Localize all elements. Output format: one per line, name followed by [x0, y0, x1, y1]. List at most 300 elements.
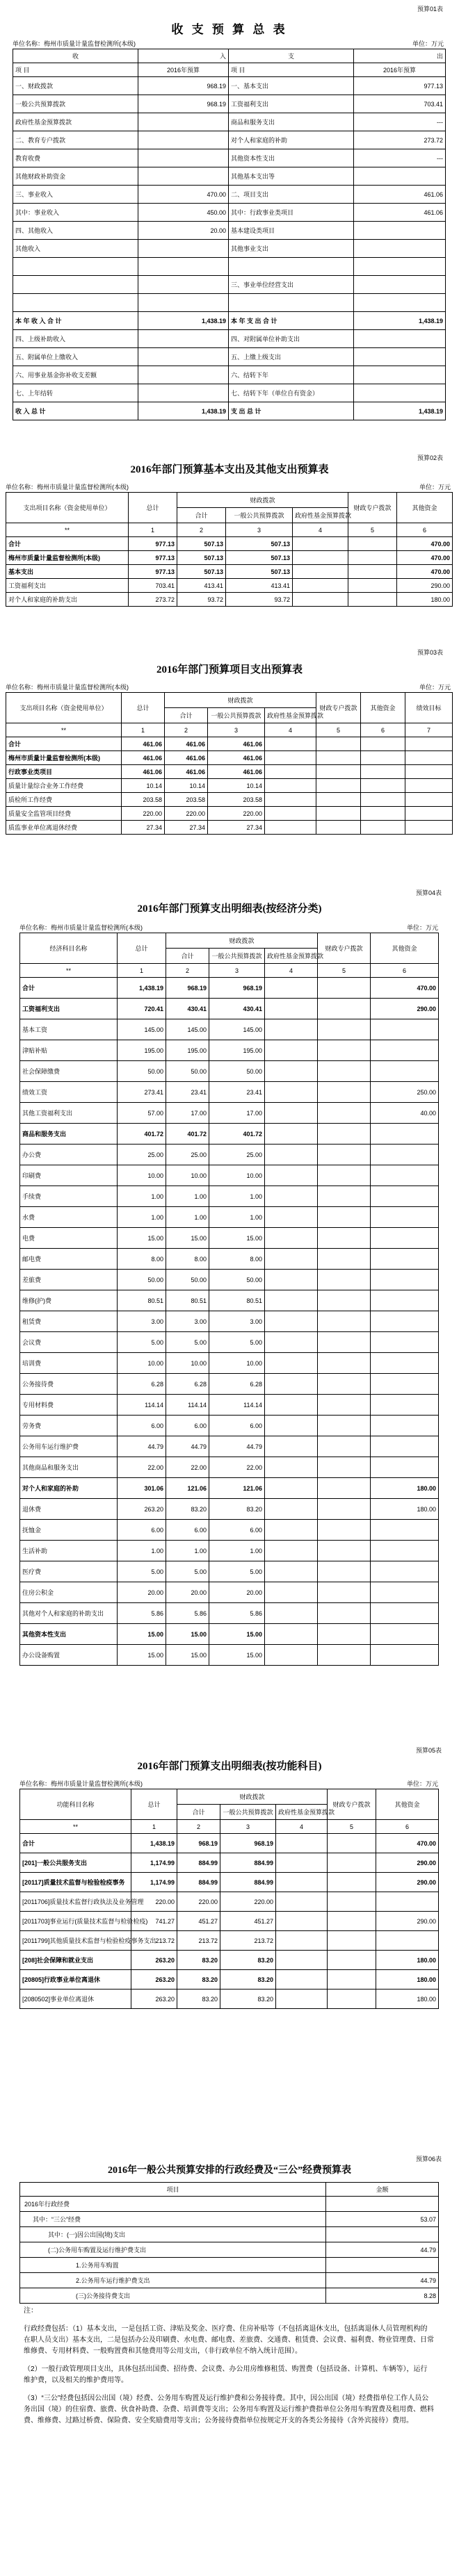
- table-cell: 220.00: [165, 807, 208, 821]
- table-cell: 461.06: [165, 737, 208, 751]
- table-cell: 977.13: [354, 77, 446, 95]
- page-title: 2016年一般公共预算安排的行政经费及“三公”经费预算表: [108, 2165, 351, 2176]
- table-cell: 专用材料费: [20, 1395, 118, 1416]
- table-cell: 145.00: [209, 1019, 265, 1040]
- table-cell: [405, 807, 453, 821]
- table-row: [13, 95, 446, 113]
- table-cell: 培训费: [20, 1353, 118, 1374]
- table-cell: 220.00: [208, 807, 265, 821]
- table-cell: [328, 1951, 376, 1970]
- table-cell: [318, 1082, 371, 1103]
- table-cell: 公务接待费: [20, 1374, 118, 1395]
- table-cell: [354, 384, 446, 402]
- table-cell: 195.00: [166, 1040, 209, 1061]
- table-cell: [265, 1353, 318, 1374]
- table-cell: 合计: [6, 537, 129, 551]
- table-cell: [318, 1499, 371, 1520]
- table-cell: [138, 276, 229, 294]
- table-cell: 15.00: [118, 1645, 166, 1666]
- table-cell: [326, 2227, 439, 2242]
- table-cell: [265, 1478, 318, 1499]
- page-title: 2016年部门预算支出明细表(按功能科目): [137, 1761, 322, 1772]
- header-cell: 总计: [131, 1789, 177, 1820]
- header-row: [20, 1789, 439, 1805]
- table-row: [20, 1019, 439, 1040]
- table-cell: 5.86: [166, 1603, 209, 1624]
- table-cell: 180.00: [371, 1499, 439, 1520]
- table-cell: [328, 1931, 376, 1951]
- table-cell: [265, 1436, 318, 1457]
- header-cell: 财政专户拨款: [318, 933, 371, 964]
- table-cell: 公务用车运行维护费: [20, 1436, 118, 1457]
- table-cell: [318, 1332, 371, 1353]
- table-cell: [276, 1990, 328, 2009]
- table-row: [13, 402, 446, 420]
- table-cell: 2016年行政经费: [20, 2197, 326, 2212]
- table-cell: 商品和服务支出: [229, 113, 354, 131]
- table-cell: [328, 1892, 376, 1912]
- table-cell: 1.00: [209, 1541, 265, 1561]
- table-cell: [376, 1931, 439, 1951]
- table-row: [20, 2258, 439, 2273]
- table-row: [20, 1270, 439, 1290]
- number-row: [6, 723, 453, 737]
- table-cell: [318, 1311, 371, 1332]
- table-cell: 50.00: [209, 1061, 265, 1082]
- table-cell: [318, 1270, 371, 1290]
- table-row: [13, 258, 446, 276]
- table-cell: 其中：行政事业类项目: [229, 204, 354, 222]
- table-cell: [265, 1165, 318, 1186]
- notes-item-3: （3）“三公”经费包括因公出国（境）经费、公务用车购置及运行维护费和公务接待费。其中，因公出国（境）经费指单位工作人员公务出国（境）的住宿费、旅费、伙食补助费、杂费、培训费等支出；公务用车购置及运行维护费指单位公务用车购置费及租用费、燃料费、维修费、过路过桥费、保险费、安全奖励费用等支出；公务接待费指单位按规定开支的各类公务接待（含外宾接待）费用。: [24, 2395, 434, 2425]
- table-cell: 80.51: [209, 1290, 265, 1311]
- table-cell: 其中：“三公”经费: [20, 2212, 326, 2227]
- header-cell: 总计: [122, 693, 165, 723]
- table-cell: 80.51: [118, 1290, 166, 1311]
- table-cell: [2011706]质量技术监督行政执法及业务管理: [20, 1892, 131, 1912]
- table-cell: 461.06: [165, 751, 208, 765]
- table-cell: [265, 1582, 318, 1603]
- table-cell: [265, 1499, 318, 1520]
- table-cell: [138, 240, 229, 258]
- unit-name: 单位名称：梅州市质量计量监督检测所(本级): [13, 40, 136, 47]
- table-cell: ---: [354, 113, 446, 131]
- table-cell: 质检所工作经费: [6, 793, 122, 807]
- table-row: [20, 1912, 439, 1931]
- table-cell: [371, 1582, 439, 1603]
- table-row: [6, 537, 453, 551]
- table-cell: 5.86: [209, 1603, 265, 1624]
- header-cell: 其他资金: [397, 493, 453, 523]
- table-row: [20, 1990, 439, 2009]
- table-cell: 450.00: [138, 204, 229, 222]
- table-cell: [2011799]其他质量技术监督与检验检疫事务支出: [20, 1931, 131, 1951]
- table-row: [20, 1892, 439, 1912]
- table-cell: 6.28: [118, 1374, 166, 1395]
- table-cell: 884.99: [177, 1853, 220, 1873]
- header-row: [13, 49, 446, 63]
- table-cell: 290.00: [371, 999, 439, 1019]
- table-cell: [371, 1395, 439, 1416]
- table-row: [20, 1951, 439, 1970]
- table-cell: 703.41: [129, 579, 177, 593]
- table-row: [20, 1103, 439, 1124]
- table-cell: [316, 751, 361, 765]
- table-row: [20, 1520, 439, 1541]
- table-cell: [20117]质量技术监督与检验检疫事务: [20, 1873, 131, 1892]
- column-number: 4: [265, 723, 316, 737]
- column-number: **: [20, 1820, 131, 1834]
- table-cell: [265, 1207, 318, 1228]
- table-cell: 对个人和家庭的补助: [229, 131, 354, 149]
- table-cell: 对个人和家庭的补助: [20, 1478, 118, 1499]
- table-cell: 其他财政补助资金: [13, 167, 138, 186]
- table-row: [20, 1165, 439, 1186]
- table-cell: [318, 1290, 371, 1311]
- table-cell: 263.20: [131, 1951, 177, 1970]
- column-number: 6: [376, 1820, 439, 1834]
- table-cell: 968.19: [177, 1834, 220, 1853]
- header-cell: 项目: [20, 2183, 326, 2197]
- table-cell: 968.19: [220, 1834, 276, 1853]
- unit-label: 单位：万元: [419, 684, 451, 691]
- table-cell: 5.86: [118, 1603, 166, 1624]
- table-cell: 商品和服务支出: [20, 1124, 118, 1145]
- table-cell: [328, 1990, 376, 2009]
- table-cell: 461.06: [354, 204, 446, 222]
- table-cell: 27.34: [122, 821, 165, 835]
- table-row: [13, 186, 446, 204]
- table-row: [13, 384, 446, 402]
- table-cell: [265, 1416, 318, 1436]
- table-cell: 5.00: [209, 1332, 265, 1353]
- table-cell: [354, 258, 446, 276]
- table-row: [20, 1853, 439, 1873]
- table-cell: 884.99: [220, 1873, 276, 1892]
- page-title: 2016年部门预算支出明细表(按经济分类): [137, 903, 322, 914]
- table-row: [20, 1186, 439, 1207]
- table-row: [13, 204, 446, 222]
- table-cell: 基本建设类项目: [229, 222, 354, 240]
- table-cell: 23.41: [209, 1082, 265, 1103]
- table-cell: [318, 1561, 371, 1582]
- table-cell: [138, 131, 229, 149]
- table-cell: 17.00: [209, 1103, 265, 1124]
- table-cell: 968.19: [138, 77, 229, 95]
- table-cell: 220.00: [177, 1892, 220, 1912]
- table-cell: [316, 779, 361, 793]
- table-cell: 1,438.19: [138, 312, 229, 330]
- table-cell: 印刷费: [20, 1165, 118, 1186]
- table-cell: 213.72: [177, 1931, 220, 1951]
- table-cell: [318, 1436, 371, 1457]
- table-cell: [265, 1124, 318, 1145]
- table-cell: [361, 807, 405, 821]
- table-cell: 507.13: [177, 565, 226, 579]
- header-cell: 绩效目标: [405, 693, 453, 723]
- table-cell: [318, 1457, 371, 1478]
- table-row: [20, 999, 439, 1019]
- table-cell: 22.00: [166, 1457, 209, 1478]
- number-row: [20, 964, 439, 978]
- table-row: [20, 978, 439, 999]
- table-row: [6, 807, 453, 821]
- table-cell: 6.00: [118, 1416, 166, 1436]
- table-cell: [326, 2258, 439, 2273]
- table-cell: 1,438.19: [354, 312, 446, 330]
- table-cell: [276, 1892, 328, 1912]
- table-cell: [328, 1970, 376, 1990]
- table-cell: 20.00: [138, 222, 229, 240]
- header-cell: 合计: [166, 949, 209, 964]
- table-cell: 会议费: [20, 1332, 118, 1353]
- table-cell: 25.00: [209, 1145, 265, 1165]
- table-cell: 维修(护)费: [20, 1290, 118, 1311]
- table-row: [13, 77, 446, 95]
- unit-name: 单位名称：梅州市质量计量监督检测所(本级): [6, 484, 129, 491]
- table-row: [20, 1290, 439, 1311]
- table-cell: 15.00: [166, 1228, 209, 1249]
- column-number: 3: [208, 723, 265, 737]
- table-row: [20, 1582, 439, 1603]
- table-row: [20, 1416, 439, 1436]
- table-cell: 3.00: [118, 1311, 166, 1332]
- table-cell: 其他资本性支出: [20, 1624, 118, 1645]
- table-cell: [265, 1311, 318, 1332]
- column-number: 1: [131, 1820, 177, 1834]
- table-cell: 六、结转下年: [229, 366, 354, 384]
- table-cell: 三、事业单位经营支出: [229, 276, 354, 294]
- table-cell: 1,438.19: [131, 1834, 177, 1853]
- table-cell: 1,438.19: [138, 402, 229, 420]
- project-expenditure-table: [6, 692, 453, 835]
- table-cell: [265, 1040, 318, 1061]
- table-cell: [265, 1082, 318, 1103]
- table-cell: [354, 240, 446, 258]
- table-cell: 83.20: [220, 1951, 276, 1970]
- table-cell: 83.20: [177, 1970, 220, 1990]
- table-cell: 1.00: [118, 1207, 166, 1228]
- table-cell: 15.00: [118, 1228, 166, 1249]
- table-cell: 470.00: [397, 565, 453, 579]
- table-row: [20, 1249, 439, 1270]
- table-cell: 5.00: [118, 1332, 166, 1353]
- table-row: [13, 240, 446, 258]
- table-cell: 20.00: [209, 1582, 265, 1603]
- table-cell: [293, 579, 348, 593]
- table-cell: 213.72: [131, 1931, 177, 1951]
- table-cell: [316, 821, 361, 835]
- table-row: [6, 779, 453, 793]
- table-cell: 社会保障缴费: [20, 1061, 118, 1082]
- table-cell: [371, 1624, 439, 1645]
- table-row: [13, 348, 446, 366]
- table-cell: 430.41: [166, 999, 209, 1019]
- table-cell: 15.00: [209, 1645, 265, 1666]
- table-cell: 1,438.19: [118, 978, 166, 999]
- table-cell: [318, 1165, 371, 1186]
- table-cell: [229, 294, 354, 312]
- table-row: [13, 312, 446, 330]
- table-row: [13, 276, 446, 294]
- table-cell: 53.07: [326, 2212, 439, 2227]
- table-cell: [265, 1457, 318, 1478]
- table-cell: 145.00: [166, 1019, 209, 1040]
- table-cell: 461.06: [208, 737, 265, 751]
- table-cell: 四、上级补助收入: [13, 330, 138, 348]
- table-cell: 收 入 总 计: [13, 402, 138, 420]
- header-cell: 政府性基金预算拨款: [265, 949, 318, 964]
- table-cell: [328, 1912, 376, 1931]
- table-row: [13, 294, 446, 312]
- header-cell: 总计: [118, 933, 166, 964]
- table-cell: 720.41: [118, 999, 166, 1019]
- table-cell: 461.06: [165, 765, 208, 779]
- table-cell: 44.79: [326, 2273, 439, 2288]
- column-number: 2: [177, 523, 226, 537]
- table-row: [20, 2212, 439, 2227]
- table-cell: 基本支出: [6, 565, 129, 579]
- table-cell: [318, 1645, 371, 1666]
- table-cell: [265, 793, 316, 807]
- table-cell: [376, 1892, 439, 1912]
- table-cell: [138, 348, 229, 366]
- three-public-expenses-table: [19, 2182, 439, 2304]
- table-row: [20, 1645, 439, 1666]
- table-cell: [354, 276, 446, 294]
- table-cell: [318, 1416, 371, 1436]
- table-cell: [276, 1853, 328, 1873]
- table-cell: [293, 551, 348, 565]
- unit-label: 单位：万元: [412, 40, 444, 47]
- table-cell: [371, 1249, 439, 1270]
- table-cell: [326, 2197, 439, 2212]
- table-cell: 145.00: [118, 1019, 166, 1040]
- table-cell: 电费: [20, 1228, 118, 1249]
- table-cell: 其他商品和服务支出: [20, 1457, 118, 1478]
- table-cell: [371, 1374, 439, 1395]
- table-cell: 20.00: [166, 1582, 209, 1603]
- table-cell: [2080502]事业单位离退休: [20, 1990, 131, 2009]
- table-cell: [265, 1019, 318, 1040]
- table-cell: [371, 1124, 439, 1145]
- table-cell: 四、对附属单位补助支出: [229, 330, 354, 348]
- table-row: [6, 737, 453, 751]
- table-cell: 退休费: [20, 1499, 118, 1520]
- table-cell: 质量计量综合业务工作经费: [6, 779, 122, 793]
- table-row: [13, 113, 446, 131]
- table-cell: 470.00: [376, 1834, 439, 1853]
- table-tag: 预算06表: [416, 2156, 442, 2163]
- table-cell: 5.00: [209, 1561, 265, 1582]
- header-cell: 出: [354, 49, 446, 63]
- table-cell: 83.20: [220, 1970, 276, 1990]
- table-cell: [265, 1103, 318, 1124]
- table-cell: 461.06: [208, 751, 265, 765]
- table-cell: 邮电费: [20, 1249, 118, 1270]
- table-cell: [328, 1853, 376, 1873]
- table-cell: 301.06: [118, 1478, 166, 1499]
- table-cell: 507.13: [226, 565, 293, 579]
- table-row: [20, 1624, 439, 1645]
- table-cell: 461.06: [122, 737, 165, 751]
- table-cell: 461.06: [208, 765, 265, 779]
- table-cell: 6.00: [166, 1416, 209, 1436]
- table-cell: 470.00: [397, 537, 453, 551]
- table-cell: [276, 1951, 328, 1970]
- header-cell: 财政专户拨款: [348, 493, 397, 523]
- table-cell: 10.00: [209, 1353, 265, 1374]
- table-cell: 10.00: [166, 1165, 209, 1186]
- header-cell: 政府性基金预算拨款: [276, 1805, 328, 1820]
- header-cell: 总计: [129, 493, 177, 523]
- column-number: 2: [166, 964, 209, 978]
- table-cell: 44.79: [209, 1436, 265, 1457]
- page-title: 收 支 预 算 总 表: [171, 23, 288, 36]
- table-cell: [276, 1834, 328, 1853]
- table-cell: [265, 1520, 318, 1541]
- table-cell: 七、结转下年（单位自有资金）: [229, 384, 354, 402]
- table-cell: [2011703]事业运行(质量技术监督与检验检疫): [20, 1912, 131, 1931]
- header-cell: 财政拨款: [165, 693, 316, 708]
- table-cell: 15.00: [166, 1645, 209, 1666]
- table-row: [6, 751, 453, 765]
- header-cell: 合计: [165, 708, 208, 723]
- table-cell: [318, 1624, 371, 1645]
- table-cell: [276, 1873, 328, 1892]
- table-cell: [371, 1561, 439, 1582]
- header-cell: 2016年预算: [354, 63, 446, 77]
- table-cell: [316, 737, 361, 751]
- column-number: 5: [328, 1820, 376, 1834]
- table-cell: 其他基本支出等: [229, 167, 354, 186]
- table-cell: 其他收入: [13, 240, 138, 258]
- table-cell: 83.20: [209, 1499, 265, 1520]
- table-cell: 195.00: [209, 1040, 265, 1061]
- table-cell: 203.58: [165, 793, 208, 807]
- table-cell: 430.41: [209, 999, 265, 1019]
- table-cell: 50.00: [166, 1061, 209, 1082]
- table-cell: 抚恤金: [20, 1520, 118, 1541]
- table-cell: 17.00: [166, 1103, 209, 1124]
- table-cell: 其中：事业收入: [13, 204, 138, 222]
- table-cell: 263.20: [118, 1499, 166, 1520]
- table-cell: 工资福利支出: [229, 95, 354, 113]
- table-cell: [371, 1207, 439, 1228]
- header-cell: 功能科目名称: [20, 1789, 131, 1820]
- table-cell: [361, 821, 405, 835]
- notes-item-1: 行政经费包括：（1）基本支出，一是包括工资、津贴及奖金、医疗费、住房补贴等（不包括离退休支出，包括离退休人员管理机构的在职人员支出）基本支出，二是包括办公及印刷费、水电费、邮电费、差旅费、交通费、租赁费、会议费、福利费、物业管理费、日常维修费、专用材料费、一般购置费和其他费用等公用支出，（非行政单位不纳入统计范围）。: [24, 2325, 434, 2355]
- table-cell: 租赁费: [20, 1311, 118, 1332]
- table-cell: 15.00: [209, 1228, 265, 1249]
- unit-label: 单位：万元: [419, 484, 451, 491]
- table-cell: 15.00: [209, 1624, 265, 1645]
- table-cell: [293, 593, 348, 607]
- header-cell: 支出项目名称（资金使用单位）: [6, 493, 129, 523]
- column-number: 3: [226, 523, 293, 537]
- table-cell: [265, 1603, 318, 1624]
- table-cell: [265, 1249, 318, 1270]
- column-number: 5: [318, 964, 371, 978]
- header-cell: 财政专户拨款: [316, 693, 361, 723]
- table-cell: 6.00: [118, 1520, 166, 1541]
- table-cell: [405, 737, 453, 751]
- table-cell: [318, 1103, 371, 1124]
- table-cell: 3.00: [209, 1311, 265, 1332]
- table-cell: 1.00: [166, 1541, 209, 1561]
- column-number: 7: [405, 723, 453, 737]
- table-cell: 行政事业类项目: [6, 765, 122, 779]
